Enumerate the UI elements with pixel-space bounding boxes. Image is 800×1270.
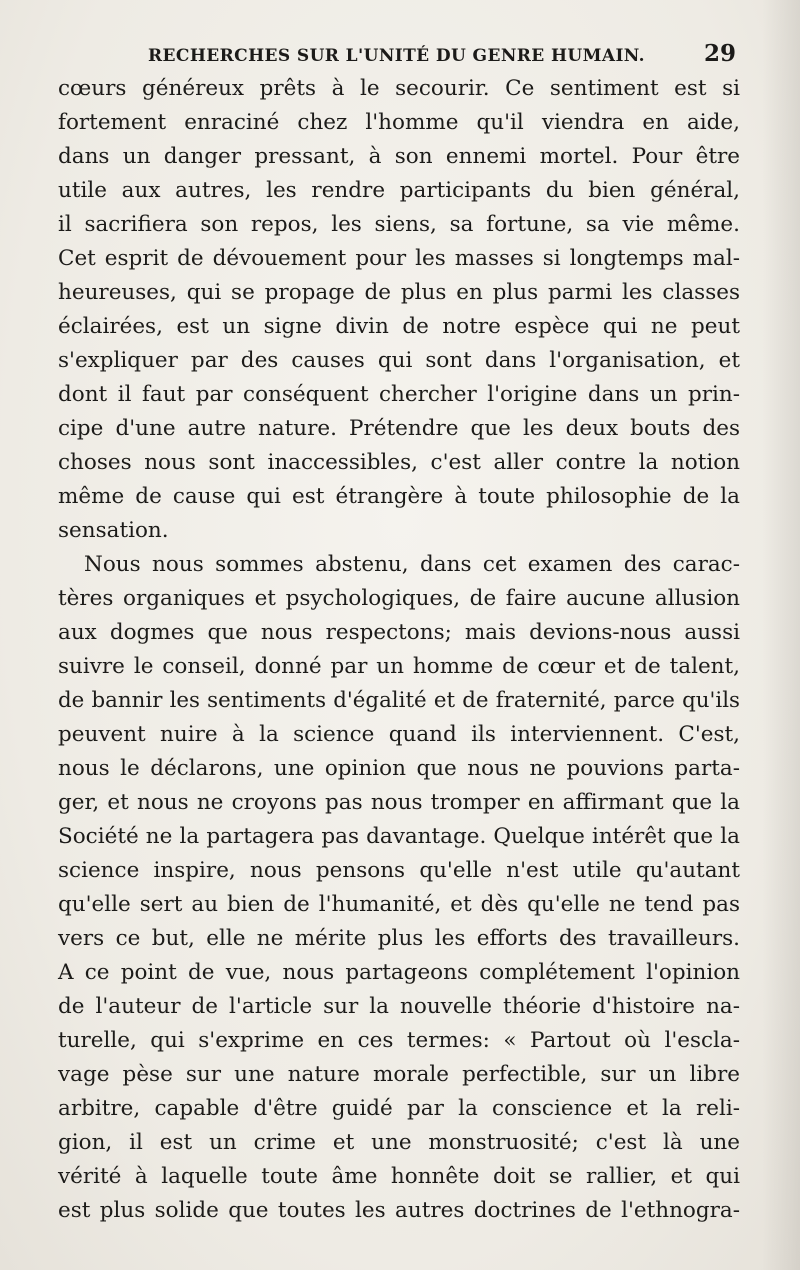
page-number: 29: [703, 40, 736, 67]
text-line: nous le déclarons, une opinion que nous ne pouvions parta-: [58, 756, 740, 781]
text-line: s'expliquer par des causes qui sont dans l'organisation, et: [58, 348, 740, 373]
text-line: vérité à laquelle toute âme honnête doit se rallier, et qui: [58, 1164, 740, 1189]
text-line: utile aux autres, les rendre participants du bien général,: [58, 178, 740, 203]
text-line: A ce point de vue, nous partageons complétement l'opinion: [58, 960, 740, 985]
paragraph-1: [58, 72, 740, 548]
text-line: cipe d'une autre nature. Prétendre que les deux bouts des: [58, 416, 740, 441]
text-line: cœurs généreux prêts à le secourir. Ce sentiment est si: [58, 76, 740, 101]
running-title: RECHERCHES SUR L'UNITÉ DU GENRE HUMAIN.: [148, 46, 645, 66]
text-line: Nous nous sommes abstenu, dans cet examen des carac-: [84, 552, 740, 577]
text-line: qu'elle sert au bien de l'humanité, et dès qu'elle ne tend pas: [58, 892, 740, 917]
paragraph-2: [58, 548, 740, 1228]
text-line: aux dogmes que nous respectons; mais devions-nous aussi: [58, 620, 740, 645]
text-line: dans un danger pressant, à son ennemi mortel. Pour être: [58, 144, 740, 169]
text-line: même de cause qui est étrangère à toute philosophie de la: [58, 484, 740, 509]
text-line: est plus solide que toutes les autres doctrines de l'ethnogra-: [58, 1198, 740, 1223]
text-line: il sacrifiera son repos, les siens, sa fortune, sa vie même.: [58, 212, 740, 237]
text-line: Société ne la partagera pas davantage. Quelque intérêt que la: [58, 824, 740, 849]
text-line: vage pèse sur une nature morale perfectible, sur un libre: [58, 1062, 740, 1087]
body-text: [58, 72, 740, 1228]
text-line: fortement enraciné chez l'homme qu'il viendra en aide,: [58, 110, 740, 135]
text-line: science inspire, nous pensons qu'elle n'est utile qu'autant: [58, 858, 740, 883]
text-line: heureuses, qui se propage de plus en plus parmi les classes: [58, 280, 740, 305]
text-line: arbitre, capable d'être guidé par la conscience et la reli-: [58, 1096, 740, 1121]
text-line: vers ce but, elle ne mérite plus les efforts des travailleurs.: [58, 926, 740, 951]
text-line: de l'auteur de l'article sur la nouvelle théorie d'histoire na-: [58, 994, 740, 1019]
page-edge-shadow: [762, 0, 800, 1270]
text-line: peuvent nuire à la science quand ils interviennent. C'est,: [58, 722, 740, 747]
text-line: choses nous sont inaccessibles, c'est aller contre la notion: [58, 450, 740, 475]
text-line: éclairées, est un signe divin de notre espèce qui ne peut: [58, 314, 740, 339]
text-line: ger, et nous ne croyons pas nous tromper en affirmant que la: [58, 790, 740, 815]
text-line: turelle, qui s'exprime en ces termes: « Partout où l'escla-: [58, 1028, 740, 1053]
text-line: sensation.: [58, 518, 169, 543]
text-line: suivre le conseil, donné par un homme de cœur et de talent,: [58, 654, 740, 679]
text-line: de bannir les sentiments d'égalité et de fraternité, parce qu'ils: [58, 688, 740, 713]
text-line: gion, il est un crime et une monstruosité; c'est là une: [58, 1130, 740, 1155]
text-line: tères organiques et psychologiques, de faire aucune allusion: [58, 586, 740, 611]
text-line: Cet esprit de dévouement pour les masses si longtemps mal-: [58, 246, 740, 271]
running-header: [148, 40, 740, 70]
text-line: dont il faut par conséquent chercher l'origine dans un prin-: [58, 382, 740, 407]
